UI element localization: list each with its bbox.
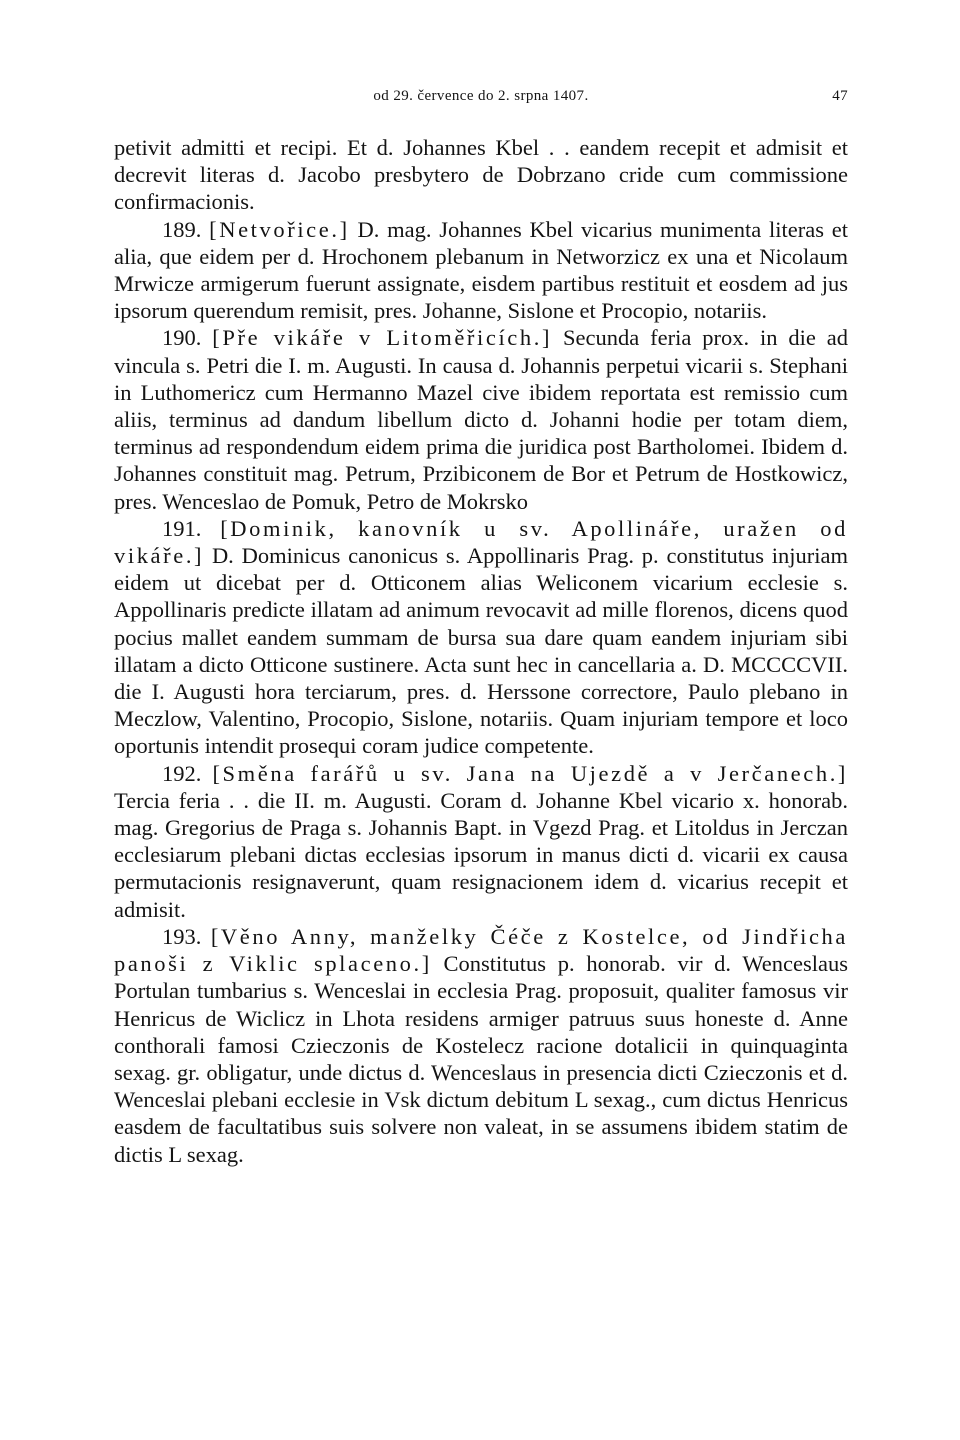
entry-number: 189. (162, 216, 202, 242)
entry-text: Secunda feria prox. in die ad vincula s. Petri die I. m. Augusti. In causa d. Johannis perpetui vicarii s. Stephani in Luthomericz cum Hermanno Mazel cive ibidem reportata est remissio cum aliis, terminus ad dandum libellum dicto d. Johanni hodie per totam diem, terminus ad respondendum eidem prima die juridica post Bartholomei. Ibidem d. Johannes constituit mag. Petrum, Przibiconem de Bor et Petrum de Hostkowicz, pres. Wenceslao de Pomuk, Petro de Mokrsko (114, 325, 849, 514)
entry-number: 190. (162, 325, 202, 351)
entry-number: 191. (162, 515, 202, 541)
entry-heading: [Směna farářů u sv. Jana na Ujezdě a v Jerčanech.] (212, 760, 849, 786)
entry-heading: [Netvořice.] (209, 216, 350, 242)
entry-number: 192. (162, 760, 202, 786)
paragraph-text: petivit admitti et recipi. Et d. Johannes Kbel . . eandem recepit et admisit et decrevit literas d. Jacobo presbytero de Dobrzano cride cum commissione confirmacionis. (114, 135, 848, 215)
entry-193 (114, 923, 848, 1168)
entry-text: D. Dominicus canonicus s. Appollinaris Prag. p. constitutus injuriam eidem ut dicebat per d. Otticonem alias Weliconem vicarium ecclesie s. Appollinaris predicte illatam ad animum revocavit ad mille florenos, dicens quod pocius mallet eandem summam de bursa sua dare quam eandem injuriam sibi illatam a dicto Otticone sustinere. Acta sunt hec in cancellaria a. D. MCCCCVII. die I. Augusti hora terciarum, pres. d. Herssone correctore, Paulo plebano in Meczlow, Valentino, Procopio, Sislone, notariis. Quam injuriam tempore et loco oportunis intendit prosequi coram judice competente. (114, 543, 848, 759)
entry-heading: [Pře vikáře v Litoměřicích.] (212, 325, 553, 351)
running-title: od 29. července do 2. srpna 1407. (373, 88, 589, 104)
page-number: 47 (832, 88, 848, 104)
entry-text: Constitutus p. honorab. vir d. Wenceslaus Portulan tumbarius s. Wenceslai in ecclesia Prag. proposuit, qualiter famosus vir Henricus de Wiclicz in Lhota residens armiger patruus suus honeste d. Anne conthorali famosi Czieczonis de Kostelecz racione dotalicii in quinquaginta sexag. gr. obligatur, unde dictus d. Wenceslaus in presencia dicti Czieczonis et d. Wenceslai plebani ecclesie in Vsk dictum debitum L sexag., cum dictus Henricus easdem de facultatibus suis solvere non valeat, in se assumens ibidem statim de dictis L sexag. (114, 951, 848, 1167)
entry-number: 193. (162, 923, 202, 949)
entry-text: Tercia feria . . die II. m. Augusti. Coram d. Johanne Kbel vicario x. honorab. mag. Gregorius de Praga s. Johannis Bapt. in Vgezd Prag. et Litoldus in Jerczan ecclesiarum plebani dictas ecclesias ipsorum in manus dicti d. vicarii ex causa permutacionis resignaverunt, quam resignacionem idem d. vicarius recepit et admisit. (114, 787, 848, 922)
entry-190 (114, 324, 848, 514)
entry-text: D. mag. Johannes Kbel vicarius munimenta literas et alia, que eidem per d. Hrochonem plebanum in Networzicz ex una et Nicolaum Mrwicze armigerum fuerunt assignate, eisdem partibus restituit et eosdem ad jus ipsorum querendum remisit, pres. Johanne, Sislone et Procopio, notariis. (114, 216, 849, 324)
entry-189 (114, 216, 848, 325)
running-header (114, 88, 848, 112)
entry-192 (114, 760, 848, 923)
entry-191 (114, 515, 848, 760)
paragraph-continuation (114, 134, 848, 216)
entry-heading: [Věno Anny, manželky Čéče z Kostelce, od Jindřicha panoši z Viklic splaceno.] (114, 923, 848, 977)
entry-heading: [Dominik, kanovník u sv. Apollináře, uražen od vikáře.] (114, 515, 848, 569)
body-text (114, 134, 848, 1168)
